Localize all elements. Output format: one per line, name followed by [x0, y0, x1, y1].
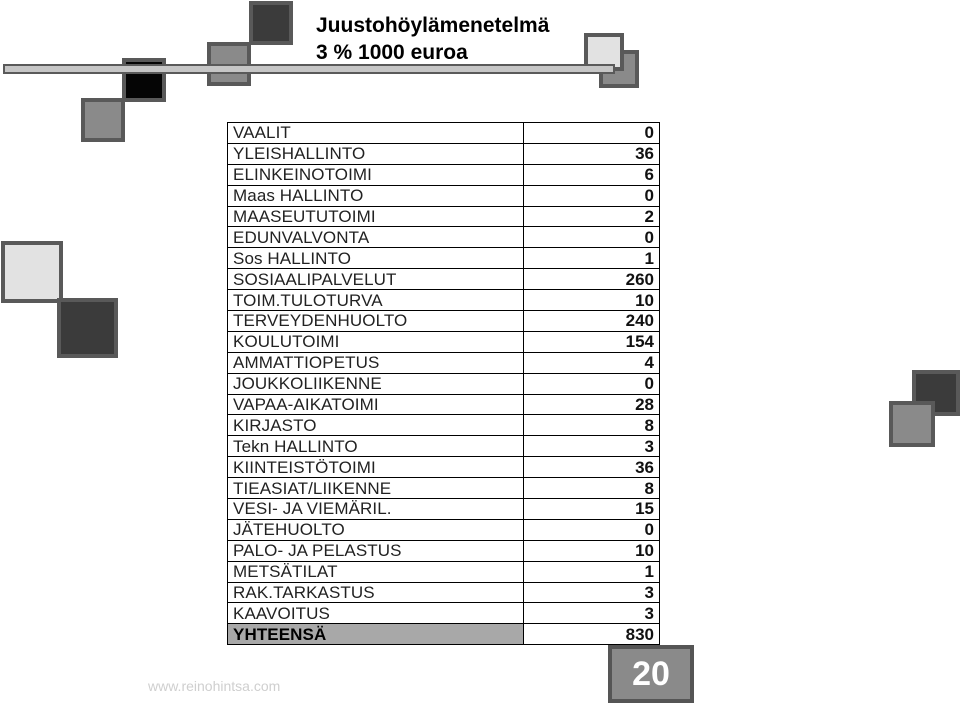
table-row: [228, 436, 660, 457]
table-row: [228, 457, 660, 478]
row-value: 0: [524, 519, 660, 540]
page-number: 20: [608, 645, 694, 703]
table-row: [228, 499, 660, 520]
table-row: [228, 603, 660, 624]
table-row: [228, 373, 660, 394]
row-value: 0: [524, 373, 660, 394]
decor-square: [81, 98, 125, 142]
table-row: [228, 540, 660, 561]
row-label: RAK.TARKASTUS: [228, 582, 524, 603]
row-value: 2: [524, 206, 660, 227]
row-label: KAAVOITUS: [228, 603, 524, 624]
row-label: Sos HALLINTO: [228, 248, 524, 269]
table-row: [228, 185, 660, 206]
total-label: YHTEENSÄ: [228, 624, 524, 645]
row-label: KIINTEISTÖTOIMI: [228, 457, 524, 478]
watermark-text: www.reinohintsa.com: [148, 678, 281, 694]
title-line-1: Juustohöylämenetelmä: [316, 14, 550, 37]
row-label: ELINKEINOTOIMI: [228, 164, 524, 185]
row-label: TOIM.TULOTURVA: [228, 290, 524, 311]
row-value: 1: [524, 248, 660, 269]
table-row: [228, 248, 660, 269]
decor-square: [1, 241, 63, 303]
row-value: 10: [524, 290, 660, 311]
row-value: 28: [524, 394, 660, 415]
row-value: 4: [524, 352, 660, 373]
row-label: Maas HALLINTO: [228, 185, 524, 206]
table-row: [228, 311, 660, 332]
row-value: 1: [524, 561, 660, 582]
row-value: 260: [524, 269, 660, 290]
row-value: 36: [524, 457, 660, 478]
row-value: 6: [524, 164, 660, 185]
table-row: [228, 331, 660, 352]
table-row: [228, 415, 660, 436]
table-row: [228, 394, 660, 415]
decor-square: [57, 298, 118, 358]
row-label: TERVEYDENHUOLTO: [228, 311, 524, 332]
row-label: SOSIAALIPALVELUT: [228, 269, 524, 290]
decor-square: [249, 1, 293, 45]
table-row: [228, 206, 660, 227]
budget-table: [227, 122, 660, 645]
row-label: TIEASIAT/LIIKENNE: [228, 478, 524, 499]
table-row: [228, 519, 660, 540]
table-row: [228, 227, 660, 248]
row-value: 240: [524, 311, 660, 332]
table-row: [228, 143, 660, 164]
row-value: 15: [524, 499, 660, 520]
table-row: [228, 352, 660, 373]
row-label: EDUNVALVONTA: [228, 227, 524, 248]
row-value: 154: [524, 331, 660, 352]
decor-square: [889, 401, 935, 447]
table-row: [228, 561, 660, 582]
table-row: [228, 269, 660, 290]
table-row: [228, 123, 660, 144]
row-value: 3: [524, 603, 660, 624]
row-label: AMMATTIOPETUS: [228, 352, 524, 373]
row-label: KOULUTOIMI: [228, 331, 524, 352]
total-value: 830: [524, 624, 660, 645]
table-row: [228, 164, 660, 185]
row-value: 8: [524, 478, 660, 499]
table-row: [228, 582, 660, 603]
row-label: YLEISHALLINTO: [228, 143, 524, 164]
row-value: 36: [524, 143, 660, 164]
row-value: 3: [524, 436, 660, 457]
table-row: [228, 478, 660, 499]
row-label: MAASEUTUTOIMI: [228, 206, 524, 227]
row-value: 0: [524, 185, 660, 206]
row-label: METSÄTILAT: [228, 561, 524, 582]
table-row: [228, 290, 660, 311]
row-label: JÄTEHUOLTO: [228, 519, 524, 540]
row-label: VESI- JA VIEMÄRIL.: [228, 499, 524, 520]
total-row: [228, 624, 660, 645]
row-value: 8: [524, 415, 660, 436]
row-label: VAPAA-AIKATOIMI: [228, 394, 524, 415]
row-value: 3: [524, 582, 660, 603]
slide-title: [316, 12, 549, 66]
row-label: Tekn HALLINTO: [228, 436, 524, 457]
row-label: VAALIT: [228, 123, 524, 144]
row-value: 0: [524, 123, 660, 144]
title-line-2: 3 % 1000 euroa: [316, 41, 468, 64]
row-label: JOUKKOLIIKENNE: [228, 373, 524, 394]
row-value: 0: [524, 227, 660, 248]
row-value: 10: [524, 540, 660, 561]
row-label: KIRJASTO: [228, 415, 524, 436]
row-label: PALO- JA PELASTUS: [228, 540, 524, 561]
